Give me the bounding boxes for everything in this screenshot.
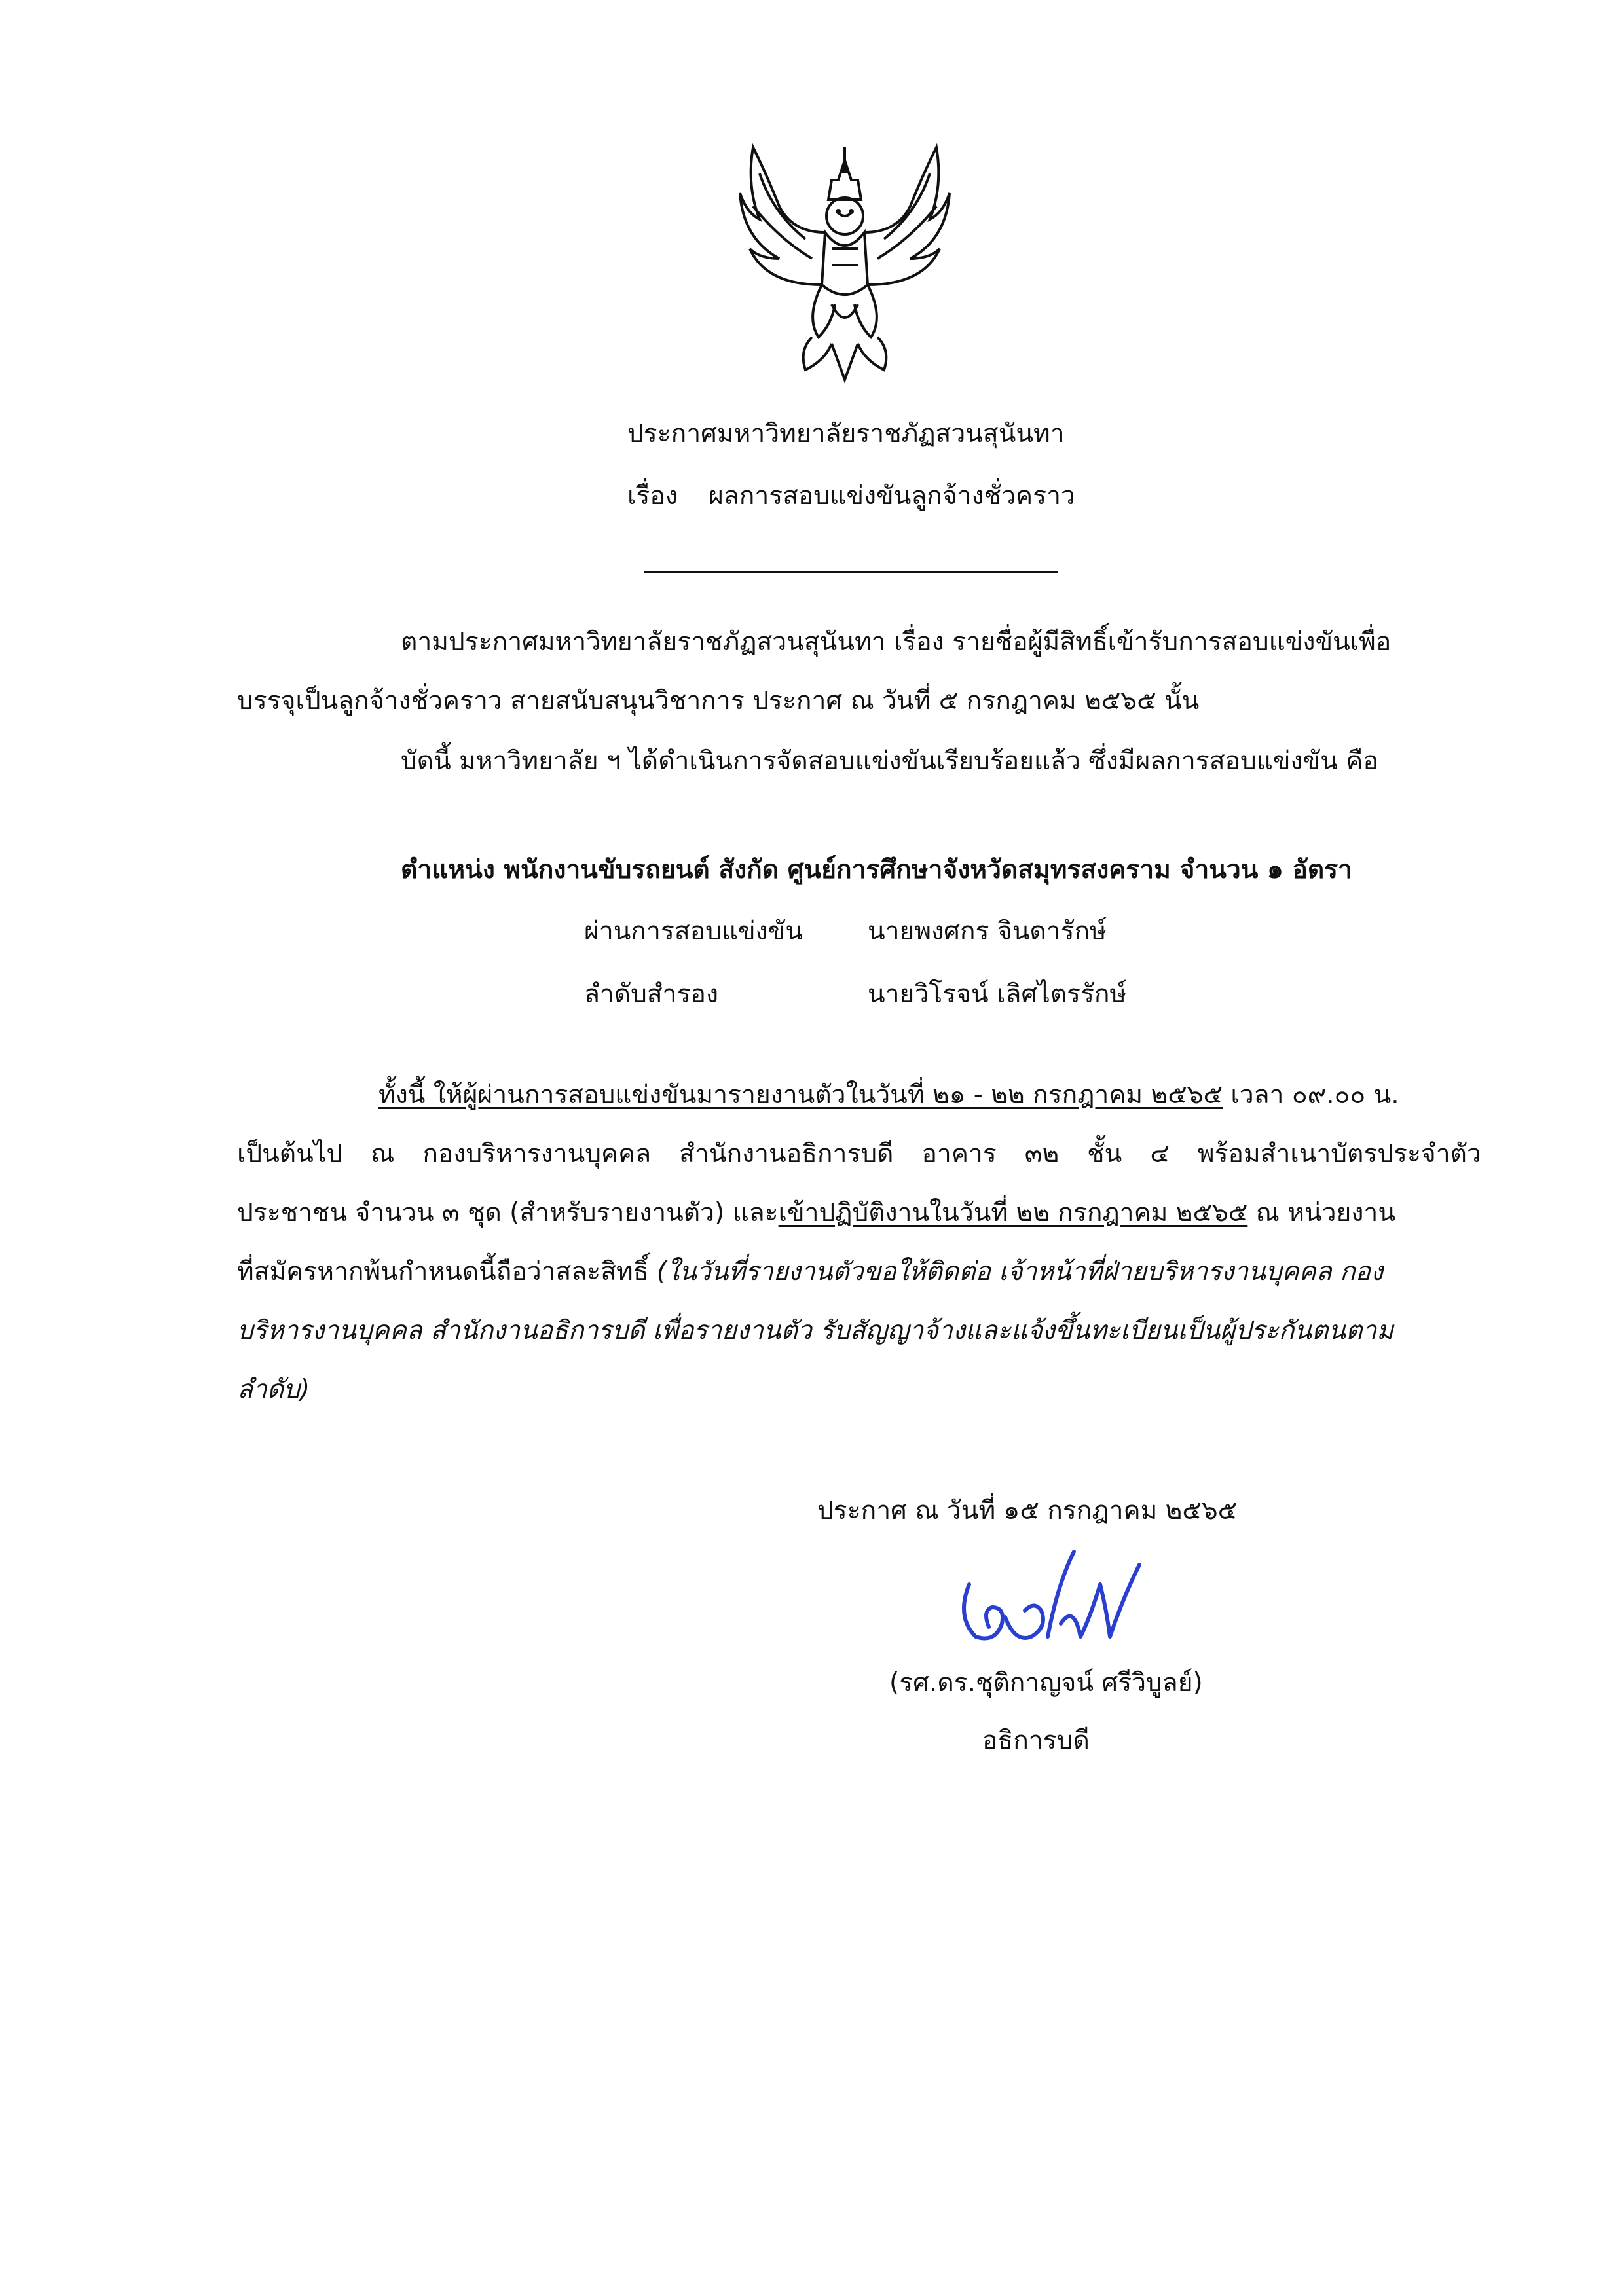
instruction-line-3-c: ณ หน่วยงาน <box>1247 1198 1395 1228</box>
instruction-line-3-a: ประชาชน จำนวน ๓ ชุด (สำหรับรายงานตัว) และ <box>237 1198 779 1228</box>
instruction-line-2-word: เป็นต้นไป <box>237 1139 343 1169</box>
intro-line-2: บรรจุเป็นลูกจ้างชั่วคราว สายสนับสนุนวิชาการ ประกาศ ณ วันที่ ๕ กรกฎาคม ๒๕๖๕ นั้น <box>237 686 1200 716</box>
signatory-name: (รศ.ดร.ชุติกาญจน์ ศรีวิบูลย์) <box>889 1668 1203 1698</box>
announcement-date: ประกาศ ณ วันที่ ๑๕ กรกฎาคม ๒๕๖๕ <box>817 1496 1238 1525</box>
subject-label: เรื่อง <box>627 481 678 511</box>
instruction-line-4-b: (ในวันที่รายงานตัวขอให้ติดต่อ เจ้าหน้าที่ฝ่ายบริหารงานบุคคล กอง <box>656 1257 1384 1286</box>
instruction-line-2-word: ๓๒ <box>1024 1139 1060 1169</box>
reserve-name: นายวิโรจน์ เลิศไตรรักษ์ <box>868 979 1127 1009</box>
position-title: ตำแหน่ง พนักงานขับรถยนต์ สังกัด ศูนย์การศึกษาจังหวัดสมุทรสงคราม จำนวน ๑ อัตรา <box>401 855 1352 884</box>
instruction-line-1-b: ผู้ผ่านการสอบแข่งขันมารายงานตัวในวันที่ ๒๑ - ๒๒ กรกฎาคม ๒๕๖๕ <box>462 1080 1223 1110</box>
instruction-line-2-word: ชั้น <box>1087 1139 1122 1169</box>
signature-image <box>943 1545 1153 1669</box>
instruction-line-2-word: กองบริหารงานบุคคล <box>422 1139 652 1169</box>
intro-line-3: บัดนี้ มหาวิทยาลัย ฯ ได้ดำเนินการจัดสอบแข่งขันเรียบร้อยแล้ว ซึ่งมีผลการสอบแข่งขัน คือ <box>401 746 1378 776</box>
instruction-line-1 <box>378 1080 1399 1111</box>
instruction-line-4 <box>237 1257 1383 1288</box>
intro-line-1: ตามประกาศมหาวิทยาลัยราชภัฏสวนสุนันทา เรื่อง รายชื่อผู้มีสิทธิ์เข้ารับการสอบแข่งขันเพื่อ <box>401 627 1392 657</box>
announcement-heading: ประกาศมหาวิทยาลัยราชภัฏสวนสุนันทา <box>627 419 1065 448</box>
instruction-line-2 <box>237 1139 1481 1170</box>
instruction-line-3 <box>237 1198 1395 1229</box>
reserve-label: ลำดับสำรอง <box>584 979 718 1009</box>
instruction-line-2-word: ๔ <box>1150 1139 1170 1169</box>
garuda-emblem <box>733 134 956 390</box>
instruction-line-2-word: พร้อมสำเนาบัตรประจำตัว <box>1197 1139 1481 1169</box>
passed-label: ผ่านการสอบแข่งขัน <box>584 917 803 946</box>
instruction-line-6: ลำดับ) <box>237 1375 310 1404</box>
instruction-line-2-word: ณ <box>371 1139 395 1169</box>
instruction-line-2-word: สำนักงานอธิการบดี <box>679 1139 894 1169</box>
header-divider <box>644 571 1058 573</box>
passed-name: นายพงศกร จินดารักษ์ <box>868 917 1107 946</box>
instruction-line-4-a: ที่สมัครหากพ้นกำหนดนี้ถือว่าสละสิทธิ์ <box>237 1257 657 1286</box>
subject-text: ผลการสอบแข่งขันลูกจ้างชั่วคราว <box>709 481 1075 511</box>
instruction-line-1-c: เวลา ๐๙.๐๐ น. <box>1223 1080 1399 1110</box>
signatory-title: อธิการบดี <box>982 1726 1090 1755</box>
instruction-line-5: บริหารงานบุคคล สำนักงานอธิการบดี เพื่อรายงานตัว รับสัญญาจ้างและแจ้งขึ้นทะเบียนเป็นผู้ประกันตนตาม <box>237 1316 1393 1345</box>
instruction-line-3-b: เข้าปฏิบัติงานในวันที่ ๒๒ กรกฎาคม ๒๕๖๕ <box>778 1198 1248 1228</box>
instruction-line-1-a: ทั้งนี้ ให้ <box>378 1080 463 1110</box>
instruction-line-2-word: อาคาร <box>921 1139 997 1169</box>
